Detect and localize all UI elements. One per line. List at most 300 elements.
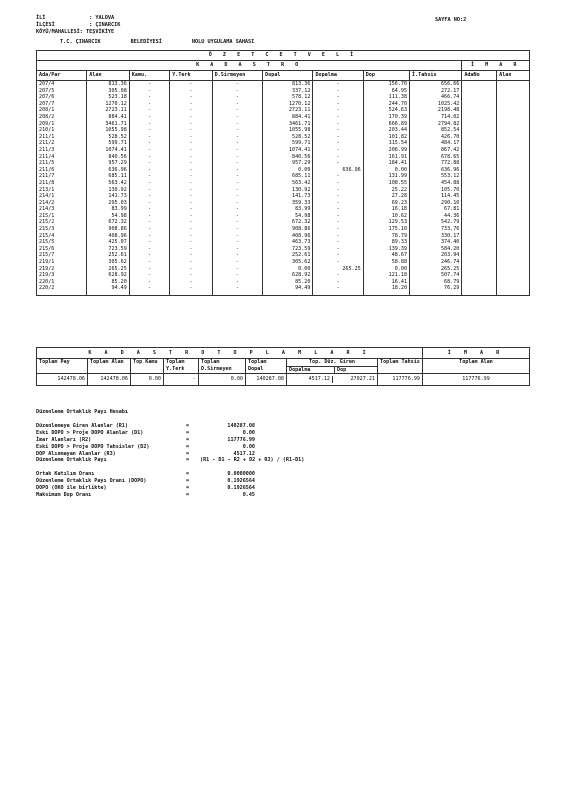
- value-cell: -: [212, 239, 263, 246]
- value-cell: [497, 154, 530, 161]
- value-cell: -: [212, 101, 263, 108]
- page-no: 2: [463, 17, 467, 23]
- value-cell: -: [212, 193, 263, 200]
- value-cell: -: [313, 94, 363, 101]
- value-cell: 78.79: [363, 233, 409, 240]
- value-cell: -: [313, 252, 363, 259]
- table-row: [37, 272, 530, 279]
- parcel-cell: 215/6: [37, 246, 87, 253]
- value-cell: 54.98: [263, 213, 313, 220]
- value-cell: 813.36: [263, 81, 313, 88]
- value-cell: [462, 94, 497, 101]
- table-row: [37, 233, 530, 240]
- value-cell: -: [170, 147, 212, 154]
- filler-cell: [410, 292, 462, 296]
- calc-line: [36, 471, 340, 478]
- calc-title: Düzenleme Ortaklık Payı Hesabı: [36, 409, 129, 415]
- value-cell: 908.86: [87, 226, 130, 233]
- belediye-text: BELEDİYESİ: [130, 39, 162, 45]
- table-row: [37, 134, 530, 141]
- value-cell: 1025.42: [410, 101, 462, 108]
- column-header: Dopalma: [313, 71, 363, 81]
- value-cell: 852.54: [410, 127, 462, 134]
- value-cell: [462, 252, 497, 259]
- value-cell: 54.98: [87, 213, 130, 220]
- calc-equals: =: [186, 443, 190, 450]
- header-ilce: İLÇESİ : ÇINARCIK: [36, 22, 121, 28]
- value-cell: 130.92: [87, 187, 130, 194]
- value-cell: -: [313, 259, 363, 266]
- parcel-cell: 210/1: [37, 127, 87, 134]
- table-filler-row: [37, 292, 530, 296]
- value-cell: [497, 88, 530, 95]
- calc-equals: =: [186, 450, 190, 457]
- value-cell: [497, 206, 530, 213]
- tot-h-kamu: Top Kamu: [131, 359, 164, 374]
- value-cell: 563.42: [87, 180, 130, 187]
- value-cell: 48.67: [363, 252, 409, 259]
- value-cell: 290.10: [410, 200, 462, 207]
- value-cell: -: [129, 252, 169, 259]
- value-cell: [462, 213, 497, 220]
- value-cell: -: [170, 252, 212, 259]
- value-cell: -: [129, 140, 169, 147]
- value-cell: 0.00: [263, 266, 313, 273]
- value-cell: 599.71: [87, 140, 130, 147]
- value-cell: 0.00: [263, 167, 313, 174]
- value-cell: -: [129, 279, 169, 286]
- value-cell: -: [212, 187, 263, 194]
- value-cell: [462, 193, 497, 200]
- value-cell: 542.79: [410, 219, 462, 226]
- value-cell: 672.32: [87, 219, 130, 226]
- value-cell: 1074.41: [87, 147, 130, 154]
- value-cell: -: [170, 226, 212, 233]
- calc-label: DOPO (OKO ile birlikte): [36, 485, 107, 492]
- value-cell: -: [212, 81, 263, 88]
- tot-dop: 27027.21: [332, 376, 377, 383]
- value-cell: 89.33: [363, 239, 409, 246]
- tot-h-duz-giren: Top. Düz. Giren: [287, 359, 377, 367]
- value-cell: 723.59: [87, 246, 130, 253]
- totals-imar-title: İ M A R: [423, 348, 530, 359]
- value-cell: 83.99: [87, 206, 130, 213]
- value-cell: -: [212, 259, 263, 266]
- value-cell: 426.70: [410, 134, 462, 141]
- value-cell: 3461.71: [263, 121, 313, 128]
- value-cell: -: [170, 88, 212, 95]
- value-cell: [462, 154, 497, 161]
- value-cell: 656.66: [410, 81, 462, 88]
- tot-pay: 142478.06: [37, 374, 88, 386]
- value-cell: -: [313, 219, 363, 226]
- filler-cell: [263, 292, 313, 296]
- calc-label: Düzenleme Ortaklık Payı: [36, 457, 107, 464]
- value-cell: 884.41: [263, 114, 313, 121]
- value-cell: -: [313, 107, 363, 114]
- value-cell: 244.70: [363, 101, 409, 108]
- value-cell: [497, 252, 530, 259]
- value-cell: -: [170, 233, 212, 240]
- value-cell: -: [212, 213, 263, 220]
- value-cell: -: [129, 127, 169, 134]
- value-cell: -: [170, 239, 212, 246]
- value-cell: 18.20: [363, 285, 409, 292]
- table-row: [37, 114, 530, 121]
- value-cell: -: [212, 167, 263, 174]
- parcel-cell: 211/2: [37, 140, 87, 147]
- value-cell: -: [212, 279, 263, 286]
- value-cell: -: [212, 219, 263, 226]
- value-cell: 0.00: [363, 167, 409, 174]
- filler-cell: [497, 292, 530, 296]
- parcel-cell: 207/4: [37, 81, 87, 88]
- value-cell: 101.82: [363, 134, 409, 141]
- value-cell: [497, 121, 530, 128]
- calc-line: [36, 430, 340, 437]
- value-cell: -: [129, 101, 169, 108]
- column-header: D.Sirmeyen: [212, 71, 263, 81]
- value-cell: 16.41: [363, 279, 409, 286]
- value-cell: 94.49: [263, 285, 313, 292]
- value-cell: 685.11: [263, 173, 313, 180]
- value-cell: 265.25: [313, 266, 363, 273]
- value-cell: 58.88: [363, 259, 409, 266]
- parcel-cell: 215/2: [37, 219, 87, 226]
- value-cell: 25.22: [363, 187, 409, 194]
- value-cell: [462, 173, 497, 180]
- value-cell: 272.17: [410, 88, 462, 95]
- tot-dopalma: 4517.12: [308, 376, 330, 383]
- value-cell: 840.56: [87, 154, 130, 161]
- calc-lines-2: [36, 471, 340, 499]
- column-header: Ada/Par: [37, 71, 87, 81]
- calc-label: Düzenlemeye Giren Alanlar (R1): [36, 422, 129, 429]
- value-cell: 130.92: [263, 187, 313, 194]
- tot-imar-alan: 117776.99: [423, 374, 530, 386]
- value-cell: -: [313, 180, 363, 187]
- parcel-cell: 220/1: [37, 279, 87, 286]
- value-cell: 466.74: [410, 94, 462, 101]
- value-cell: -: [212, 266, 263, 273]
- parcel-cell: 215/4: [37, 233, 87, 240]
- value-cell: 1270.12: [263, 101, 313, 108]
- filler-cell: [170, 292, 212, 296]
- value-cell: [462, 219, 497, 226]
- value-cell: -: [129, 107, 169, 114]
- calc-line: [36, 478, 340, 485]
- calc-label: İmar Alanları (R2): [36, 436, 92, 443]
- parcel-cell: 211/4: [37, 154, 87, 161]
- table-row: [37, 140, 530, 147]
- tot-h-imar-alan: Toplam Alan: [423, 359, 530, 374]
- value-cell: -: [170, 167, 212, 174]
- value-cell: 27.28: [363, 193, 409, 200]
- value-cell: 578.12: [263, 94, 313, 101]
- value-cell: [462, 180, 497, 187]
- value-cell: 1055.98: [263, 127, 313, 134]
- value-cell: -: [313, 187, 363, 194]
- value-cell: [462, 140, 497, 147]
- tot-h-dopal: Toplam Dopal: [246, 359, 287, 374]
- calc-value: 0.0000000: [227, 471, 255, 478]
- value-cell: 524.63: [363, 107, 409, 114]
- value-cell: 359.33: [263, 200, 313, 207]
- value-cell: [497, 233, 530, 240]
- value-cell: [462, 114, 497, 121]
- value-cell: 528.52: [263, 134, 313, 141]
- value-cell: -: [129, 200, 169, 207]
- calc-value: 117776.99: [227, 436, 255, 443]
- value-cell: 599.71: [263, 140, 313, 147]
- value-cell: [497, 94, 530, 101]
- calc-label: Düzenleme Ortaklık Payı Oranı (DOPO): [36, 478, 147, 485]
- value-cell: -: [313, 233, 363, 240]
- value-cell: -: [170, 154, 212, 161]
- value-cell: -: [313, 147, 363, 154]
- ilce-label: İLÇESİ: [36, 22, 55, 28]
- parcel-cell: 215/5: [37, 239, 87, 246]
- table-row: [37, 226, 530, 233]
- calc-label: Ortak Katılım Oranı: [36, 471, 95, 478]
- value-cell: -: [170, 101, 212, 108]
- header-koy: KÖYÜ/MAHALLESİ: TEŞVİKİYE: [36, 29, 115, 35]
- value-cell: -: [129, 88, 169, 95]
- value-cell: -: [129, 246, 169, 253]
- value-cell: -: [212, 154, 263, 161]
- value-cell: [497, 167, 530, 174]
- parcel-cell: 208/2: [37, 114, 87, 121]
- table-row: [37, 147, 530, 154]
- value-cell: 374.40: [410, 239, 462, 246]
- value-cell: 68.79: [410, 279, 462, 286]
- page-number: [435, 17, 466, 23]
- value-cell: -: [170, 107, 212, 114]
- value-cell: -: [129, 134, 169, 141]
- value-cell: 85.20: [263, 279, 313, 286]
- table-row: [37, 187, 530, 194]
- value-cell: 957.29: [263, 160, 313, 167]
- tot-h-dopalma: Dopalma: [289, 366, 311, 373]
- value-cell: -: [170, 81, 212, 88]
- column-header: Kamu.: [129, 71, 169, 81]
- value-cell: [497, 147, 530, 154]
- calc-line: [36, 457, 340, 464]
- table-row: [37, 180, 530, 187]
- value-cell: [497, 285, 530, 292]
- calc-value: 0.1926564: [227, 485, 255, 492]
- header-il: İLİ : YALOVA: [36, 15, 115, 21]
- column-header: Dopal: [263, 71, 313, 81]
- column-header: Dop: [363, 71, 409, 81]
- value-cell: [462, 88, 497, 95]
- value-cell: 636.96: [87, 167, 130, 174]
- parcel-cell: 207/5: [37, 88, 87, 95]
- value-cell: [462, 121, 497, 128]
- value-cell: 884.41: [87, 114, 130, 121]
- parcel-cell: 211/8: [37, 180, 87, 187]
- calc-line: [36, 444, 340, 451]
- value-cell: 678.65: [410, 154, 462, 161]
- value-cell: 170.39: [363, 114, 409, 121]
- value-cell: [462, 107, 497, 114]
- table-row: [37, 213, 530, 220]
- parcel-cell: 209/1: [37, 121, 87, 128]
- value-cell: -: [212, 272, 263, 279]
- value-cell: -: [313, 127, 363, 134]
- table-row: [37, 160, 530, 167]
- calc-label: Eski DOPO > Proje DOPO Tahsisler (D2): [36, 443, 150, 450]
- table-row: [37, 285, 530, 292]
- value-cell: -: [212, 121, 263, 128]
- value-cell: 628.92: [87, 272, 130, 279]
- value-cell: -: [313, 279, 363, 286]
- table-row: [37, 219, 530, 226]
- parcel-cell: 219/3: [37, 272, 87, 279]
- value-cell: -: [212, 285, 263, 292]
- tot-h-duz-giren-group: [287, 359, 378, 374]
- calc-line: [36, 451, 340, 458]
- value-cell: -: [170, 219, 212, 226]
- value-cell: 305.62: [87, 259, 130, 266]
- value-cell: 114.45: [410, 193, 462, 200]
- value-cell: 685.11: [87, 173, 130, 180]
- value-cell: [462, 259, 497, 266]
- value-cell: [462, 134, 497, 141]
- column-header: Y.Terk: [170, 71, 212, 81]
- filler-cell: [37, 292, 87, 296]
- value-cell: -: [212, 134, 263, 141]
- calc-line: [36, 485, 340, 492]
- table-row: [37, 81, 530, 88]
- value-cell: -: [170, 259, 212, 266]
- koy-label: KÖYÜ/MAHALLESİ: [36, 29, 80, 35]
- value-cell: 105.70: [410, 187, 462, 194]
- value-cell: -: [313, 173, 363, 180]
- value-cell: 2198.48: [410, 107, 462, 114]
- parcel-cell: 208/1: [37, 107, 87, 114]
- value-cell: [462, 167, 497, 174]
- value-cell: -: [170, 94, 212, 101]
- value-cell: -: [129, 266, 169, 273]
- value-cell: 723.59: [263, 246, 313, 253]
- value-cell: [462, 233, 497, 240]
- value-cell: -: [170, 173, 212, 180]
- calc-lines: [36, 423, 340, 464]
- value-cell: 772.88: [410, 160, 462, 167]
- table-row: [37, 266, 530, 273]
- value-cell: -: [129, 272, 169, 279]
- value-cell: -: [313, 121, 363, 128]
- value-cell: 44.36: [410, 213, 462, 220]
- parcel-cell: 214/2: [37, 200, 87, 207]
- value-cell: 636.96: [410, 167, 462, 174]
- value-cell: 908.86: [263, 226, 313, 233]
- value-cell: -: [170, 200, 212, 207]
- column-header: AdaNo: [462, 71, 497, 81]
- calc-label: DOP Alınmayan Alanlar (R3): [36, 450, 116, 457]
- value-cell: [462, 187, 497, 194]
- parcel-cell: 220/2: [37, 285, 87, 292]
- value-cell: [497, 213, 530, 220]
- value-cell: [497, 81, 530, 88]
- value-cell: 840.56: [263, 154, 313, 161]
- parcel-cell: 219/1: [37, 259, 87, 266]
- value-cell: [497, 200, 530, 207]
- value-cell: 672.32: [263, 219, 313, 226]
- value-cell: 2723.11: [87, 107, 130, 114]
- value-cell: 206.99: [363, 147, 409, 154]
- value-cell: -: [313, 206, 363, 213]
- value-cell: 10.62: [363, 213, 409, 220]
- value-cell: 733.76: [410, 226, 462, 233]
- value-cell: 184.41: [363, 160, 409, 167]
- table-row: [37, 101, 530, 108]
- value-cell: 553.12: [410, 173, 462, 180]
- value-cell: -: [129, 213, 169, 220]
- calc-value: 140287.08: [227, 422, 255, 429]
- calc-line: [36, 492, 340, 499]
- value-cell: -: [212, 226, 263, 233]
- value-cell: 121.18: [363, 272, 409, 279]
- table-row: [37, 154, 530, 161]
- value-cell: 139.39: [363, 246, 409, 253]
- value-cell: [462, 147, 497, 154]
- value-cell: -: [212, 233, 263, 240]
- value-cell: -: [313, 81, 363, 88]
- value-cell: 584.20: [410, 246, 462, 253]
- value-cell: -: [313, 160, 363, 167]
- tot-duz-giren-values: [287, 374, 378, 386]
- value-cell: -: [212, 180, 263, 187]
- value-cell: -: [129, 259, 169, 266]
- value-cell: -: [313, 239, 363, 246]
- value-cell: -: [212, 200, 263, 207]
- value-cell: -: [212, 114, 263, 121]
- calc-line: [36, 437, 340, 444]
- calc-value: 0.00: [242, 443, 255, 450]
- value-cell: [462, 226, 497, 233]
- value-cell: 2794.82: [410, 121, 462, 128]
- calc-formula: (R1 - D1 - R2 + D2 + R3) / (R1-D1): [200, 457, 305, 464]
- value-cell: 83.99: [263, 206, 313, 213]
- value-cell: -: [212, 160, 263, 167]
- filler-cell: [129, 292, 169, 296]
- value-cell: 666.89: [363, 121, 409, 128]
- parcel-cell: 211/7: [37, 173, 87, 180]
- value-cell: -: [170, 285, 212, 292]
- parcel-cell: 219/2: [37, 266, 87, 273]
- value-cell: 246.74: [410, 259, 462, 266]
- table-row: [37, 107, 530, 114]
- value-cell: 454.88: [410, 180, 462, 187]
- calc-line: [36, 423, 340, 430]
- value-cell: [462, 200, 497, 207]
- table-row: [37, 259, 530, 266]
- kurum-text: T.C. ÇINARCIK: [60, 39, 101, 45]
- value-cell: -: [129, 233, 169, 240]
- value-cell: -: [129, 173, 169, 180]
- filler-cell: [87, 292, 130, 296]
- calc-equals: =: [186, 485, 190, 492]
- value-cell: -: [313, 88, 363, 95]
- tot-h-alan: Toplam Alan: [88, 359, 131, 374]
- value-cell: -: [313, 193, 363, 200]
- value-cell: -: [170, 246, 212, 253]
- calc-equals: =: [186, 471, 190, 478]
- value-cell: -: [313, 213, 363, 220]
- value-cell: -: [129, 187, 169, 194]
